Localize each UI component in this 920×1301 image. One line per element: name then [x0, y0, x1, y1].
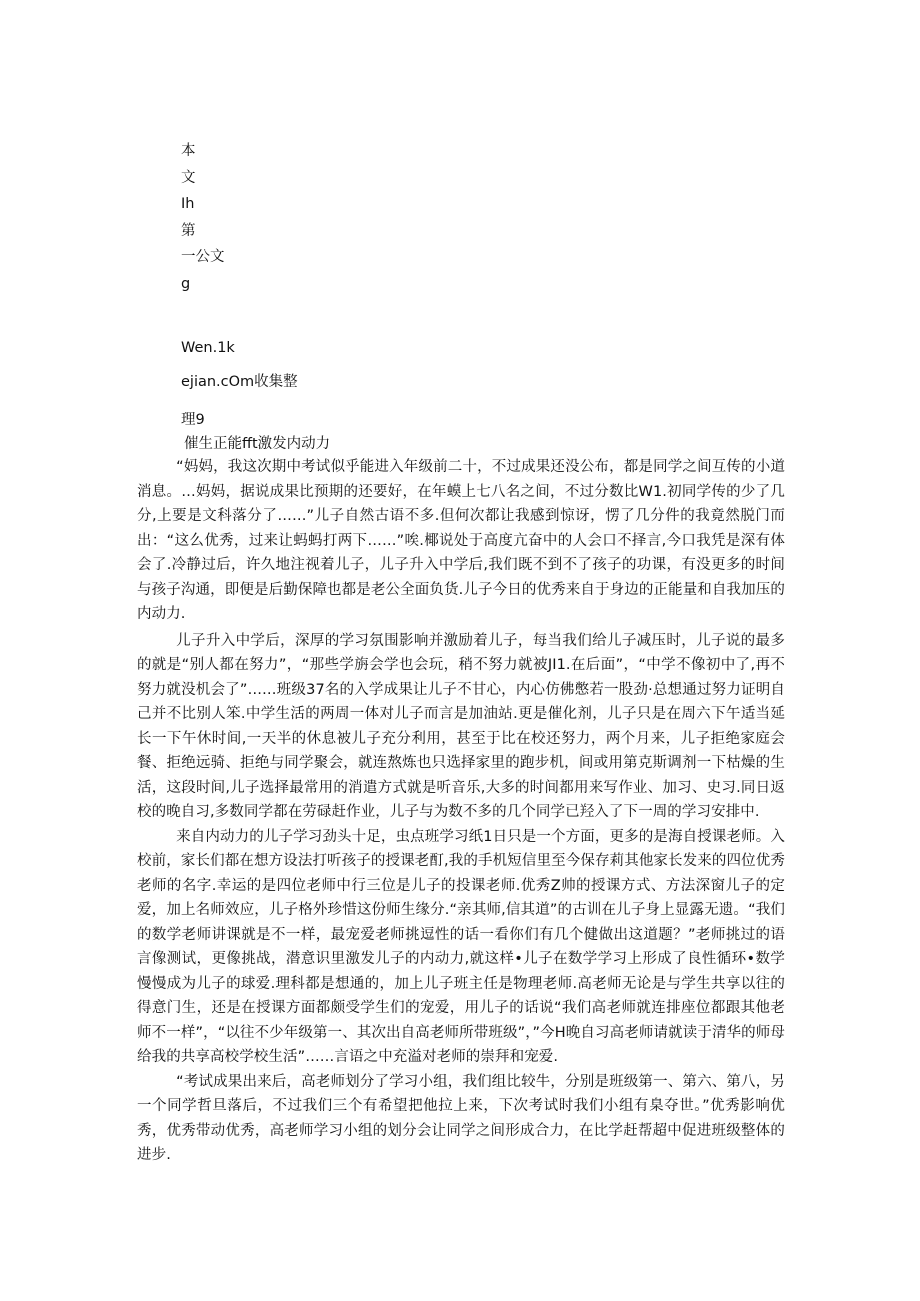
paragraph: 来自内动力的儿子学习劲头十足，虫点班学习纸1日只是一个方面，更多的是海自授课老师。入校前，家长们都在想方设法打听孩子的授课老酊,我的手机短信里至今保存莉其他家长发来的四位优秀老师的名字.幸运的是四位老师中行三位是儿子的投课老师.优秀Z帅的授课方式、方法深窗儿子的定爱，加上名师效应，儿子格外珍惜这份师生缘分.“亲其师,信其道”的古训在儿子身上显露无遗。“我们的数学老师讲课就是不一样，最宠爱老师挑逗性的话一看你们有几个健做出这道题？”老师挑过的语言像测试，更像挑战，潜意识里激发儿子的内动力,就这样•儿子在数学学习上形成了良性循环•数学慢慢成为儿子的球爱.理科都是想通的，加上儿子班主任是物理老师.高老师无论是与学生共享以往的得意门生，还是在授课方面都颇受学生们的宠爱，用儿子的话说“我们高老师就连排座位都跟其他老师不一样”，“以往不少年级第一、其次出自高老师所带班级”，”今H晚自习高老师请就读于清华的师母给我的共享高校学校生活”……言语之中充溢对老师的崇拜和宠爱. [137, 828, 785, 1065]
stack-line: g [181, 275, 191, 292]
stack-line: 第 [181, 222, 196, 239]
stack-line: 一公文 [181, 249, 225, 266]
paragraph: “妈妈，我这次期中考试似乎能进入年级前二十，不过成果还没公布，都是同学之间互传的小道消息。…妈妈，据说成果比预期的还要好，在年蟆上七八名之间，不过分数比W1.初同学传的少了几分,上要是文科落分了……”儿子自然古语不多.但何次都让我感到惊讶，愣了几分件的我竟然脱门而出：“这么优秀，过来让蚂蚂打两下……”唉.椰说处于高度亢奋中的人会口不择言,今口我凭是深有体会了.冷静过后，许久地注视着儿子，儿子升入中学后,我们既不到不了孩子的功课，有没更多的时间与孩子沟通，即便是后勤保障也都是老公全面负货.儿子今日的优秀来自于身边的正能量和自我加压的内动力. [137, 459, 785, 622]
article-title: 催生正能fft激发内动力 [184, 436, 331, 452]
article-body [137, 455, 785, 1168]
vertical-watermark-text [181, 138, 381, 298]
source-line-1: Wen.1k [181, 340, 235, 356]
stack-line: 本 [181, 143, 196, 159]
source-line-3: 理9 [181, 412, 205, 428]
paragraph: 儿子升入中学后，深厚的学习氛围影响并激励着儿子，每当我们给儿子减压时，儿子说的最多的就是“别人都在努力”，“那些学旃会学也会玩，稍不努力就被JI1.在后面”，“中学不像初中了,再不努力就没机会了”……班级37名的入学成果让儿子不甘心，内心仿佛憋若一股劲·总想通过努力证明自己并不比别人笨.中学生活的两周一体对儿子而言是加油站.更是催化剂，儿子只是在周六下午适当延长一下午休时间,一天半的休息被儿子充分利用，甚至于比在校还努力，两个月来，儿子拒绝家庭会餐、拒绝远骑、拒绝与同学聚会，就连熬炼也只选择家里的跑步机，间或用第克斯调剂一下枯燥的生活，这段时间,儿子选择最常用的消遣方式就是听音乐,大多的时间都用来写作业、加习、史习.同日返校的晚自习,多数同学都在劳碌赶作业，儿子与为数不多的几个同学已羟入了下一周的学习安排中. [137, 632, 785, 820]
stack-line: 文 [181, 169, 196, 186]
stack-line: Ih [181, 196, 195, 213]
paragraph: “考试成果出来后，高老师划分了学习小组，我们组比较牛，分别是班级第一、第六、第八，另一个同学哲旦落后，不过我们三个有希望把他拉上来，下次考试时我们小组有臬夺世。”优秀影响优秀，优秀带动优秀，高老师学习小组的划分会让同学之间形成合力，在比学赶帮超中促进班级整体的进步. [137, 1073, 785, 1163]
source-line-2: ejian.cOm收集整 [181, 374, 298, 390]
